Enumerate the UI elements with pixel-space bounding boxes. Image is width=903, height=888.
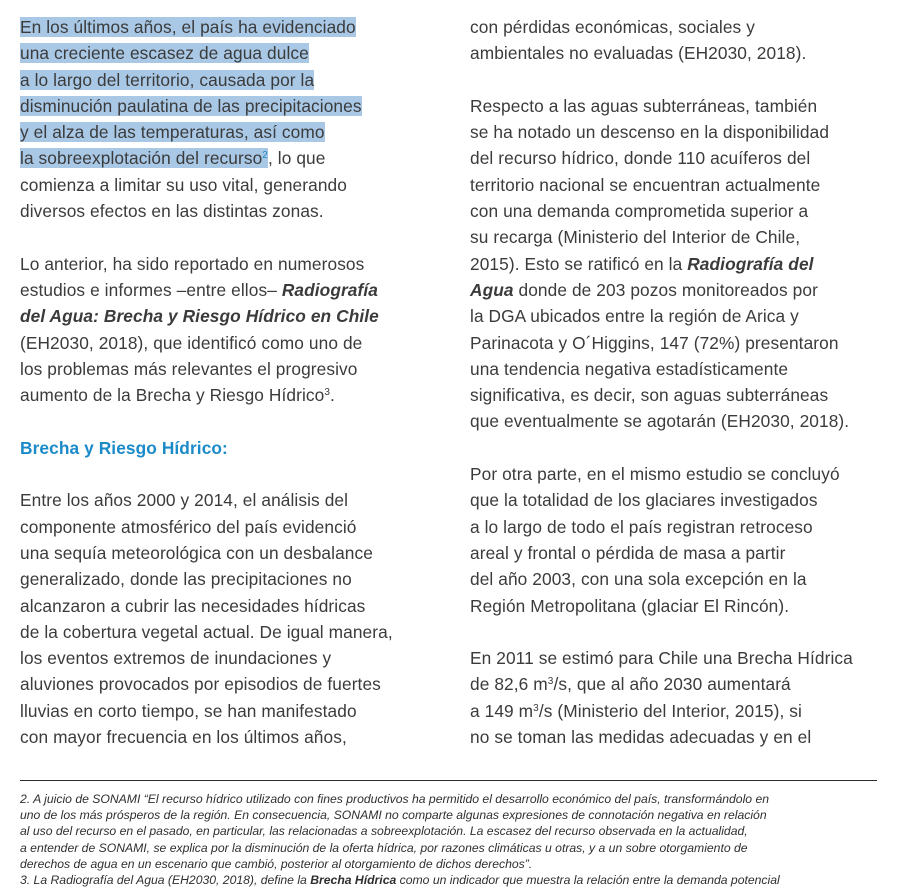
text-line: con una demanda comprometida superior a: [470, 201, 809, 222]
text-run: /s (Ministerio del Interior, 2015), si: [538, 700, 802, 721]
text-line: no se toman las medidas adecuadas y en el: [470, 727, 812, 748]
highlighted-text[interactable]: a lo largo del territorio, causada por la: [20, 69, 315, 90]
left-column: [20, 14, 440, 750]
text-line: una sequía meteorológica con un desbalance: [20, 542, 373, 563]
text-line: Respecto a las aguas subterráneas, también: [470, 95, 818, 116]
text-run: 2015). Esto se ratificó en la: [470, 253, 688, 274]
text-line: comienza a limitar su uso vital, generando: [20, 174, 347, 195]
text-line: componente atmosférico del país evidenció: [20, 516, 357, 537]
text-line: Entre los años 2000 y 2014, el análisis del: [20, 490, 349, 511]
text-line: la DGA ubicados entre la región de Arica y: [470, 306, 799, 327]
text-line: significativa, es decir, son aguas subterráneas: [470, 385, 829, 406]
superscript: 3: [533, 702, 539, 714]
report-title: Radiografía del: [687, 253, 814, 274]
text-line: generalizado, donde las precipitaciones no: [20, 569, 352, 590]
text-line: que la totalidad de los glaciares investigados: [470, 490, 818, 511]
report-title: del Agua: Brecha y Riesgo Hídrico en Chile: [20, 306, 379, 327]
text-line: territorio nacional se encuentran actualmente: [470, 174, 821, 195]
text-line: [470, 698, 890, 724]
text-line: a lo largo de todo el país registran retroceso: [470, 516, 813, 537]
footnote-line: a entender de SONAMI, se explica por la disminución de la oferta hídrica, por razones climáticas u otras, y a un sobre otorgamiento de: [20, 840, 748, 855]
text-line: Parinacota y O´Higgins, 147 (72%) presentaron: [470, 332, 839, 353]
highlighted-text[interactable]: disminución paulatina de las precipitaciones: [20, 95, 362, 116]
text-line: [20, 93, 440, 119]
text-line: una tendencia negativa estadísticamente: [470, 358, 789, 379]
text-line: areal y frontal o pérdida de masa a partir: [470, 542, 786, 563]
text-line: [20, 67, 440, 93]
text-run: como un indicador que muestra la relación entre la demanda potencial: [396, 872, 780, 887]
paragraph-gap: [470, 619, 890, 645]
text-line: [20, 382, 440, 408]
right-column: [470, 14, 890, 750]
text-line: los problemas más relevantes el progresivo: [20, 358, 358, 379]
paragraph-gap: [470, 67, 890, 93]
text-line: con pérdidas económicas, sociales y: [470, 17, 755, 37]
text-line: su recarga (Ministerio del Interior de Chile,: [470, 227, 801, 248]
footnote-ref-2[interactable]: 2: [262, 150, 268, 162]
footnote-line: derechos de agua en un escenario que cambió, posterior al otorgamiento de dichos derechos”.: [20, 856, 533, 871]
text-line: [470, 277, 890, 303]
text-line: [20, 145, 440, 171]
footnotes: [20, 791, 880, 888]
report-title: Agua: [470, 279, 514, 300]
text-line: [20, 14, 440, 40]
highlighted-text[interactable]: una creciente escasez de agua dulce: [20, 43, 309, 64]
text-run: de 82,6 m: [470, 674, 548, 695]
text-line: ambientales no evaluadas (EH2030, 2018).: [470, 43, 807, 64]
text-line: los eventos extremos de inundaciones y: [20, 648, 332, 669]
text-run: la sobreexplotación del recurso: [20, 148, 263, 169]
paragraph-gap: [20, 461, 440, 487]
text-line: (EH2030, 2018), que identificó como uno de: [20, 332, 363, 353]
text-run: aumento de la Brecha y Riesgo Hídrico: [20, 385, 325, 406]
section-heading: Brecha y Riesgo Hídrico:: [20, 437, 228, 458]
text-line: En 2011 se estimó para Chile una Brecha Hídrica: [470, 648, 853, 669]
superscript: 3: [547, 676, 554, 688]
footnote-divider: [20, 780, 877, 781]
text-line: con mayor frecuencia en los últimos años,: [20, 727, 347, 748]
text-line: [470, 251, 890, 277]
text-line: Por otra parte, en el mismo estudio se concluyó: [470, 464, 840, 485]
text-run: /s, que al año 2030 aumentará: [553, 674, 791, 695]
emphasis: Brecha Hídrica: [310, 872, 397, 887]
highlighted-text[interactable]: [20, 148, 268, 168]
paragraph-gap: [20, 408, 440, 434]
text-line: que eventualmente se agotarán (EH2030, 2018).: [470, 411, 850, 432]
text-line: del recurso hídrico, donde 110 acuíferos del: [470, 148, 811, 169]
text-run: .: [330, 385, 335, 406]
text-run: estudios e informes –entre ellos–: [20, 279, 282, 300]
text-line: [20, 119, 440, 145]
text-line: de la cobertura vegetal actual. De igual manera,: [20, 621, 393, 642]
text-line: [20, 277, 440, 303]
text-run: a 149 m: [470, 700, 534, 721]
text-line: se ha notado un descenso en la disponibilidad: [470, 122, 830, 143]
text-run: , lo que: [267, 148, 326, 169]
footnote-line: 2. A juicio de SONAMI “El recurso hídrico utilizado con fines productivos ha permitido el desarrollo económico del país, transformándolo en: [20, 792, 769, 806]
text-run: donde de 203 pozos monitoreados por: [513, 279, 818, 300]
text-line: lluvias en corto tiempo, se han manifestado: [20, 700, 357, 721]
text-line: diversos efectos en las distintas zonas.: [20, 201, 324, 222]
text-line: Región Metropolitana (glaciar El Rincón).: [470, 595, 790, 616]
text-line: aluviones provocados por episodios de fuertes: [20, 674, 381, 695]
footnote-ref-3[interactable]: 3: [324, 387, 331, 399]
text-line: [470, 671, 890, 697]
footnote-line: [20, 872, 880, 888]
text-line: [20, 40, 440, 66]
text-line: del año 2003, con una sola excepción en la: [470, 569, 807, 590]
report-title: Radiografía: [281, 279, 378, 300]
text-run: 3. La Radiografía del Agua (EH2030, 2018), define la: [20, 872, 311, 887]
footnote-line: al uso del recurso en el pasado, en particular, las relacionadas a sobreexplotación. La escasez del recurso observada en la actualidad,: [20, 824, 748, 839]
paragraph-gap: [20, 224, 440, 250]
text-line: Lo anterior, ha sido reportado en numerosos: [20, 253, 365, 274]
highlighted-text[interactable]: En los últimos años, el país ha evidenciado: [20, 17, 356, 37]
text-line: alcanzaron a cubrir las necesidades hídricas: [20, 595, 366, 616]
footnote-line: uno de los más prósperos de la región. En consecuencia, SONAMI no comparte algunas expresiones de connotación negativa en relación: [20, 808, 767, 823]
paragraph-gap: [470, 435, 890, 461]
highlighted-text[interactable]: y el alza de las temperaturas, así como: [20, 122, 325, 143]
